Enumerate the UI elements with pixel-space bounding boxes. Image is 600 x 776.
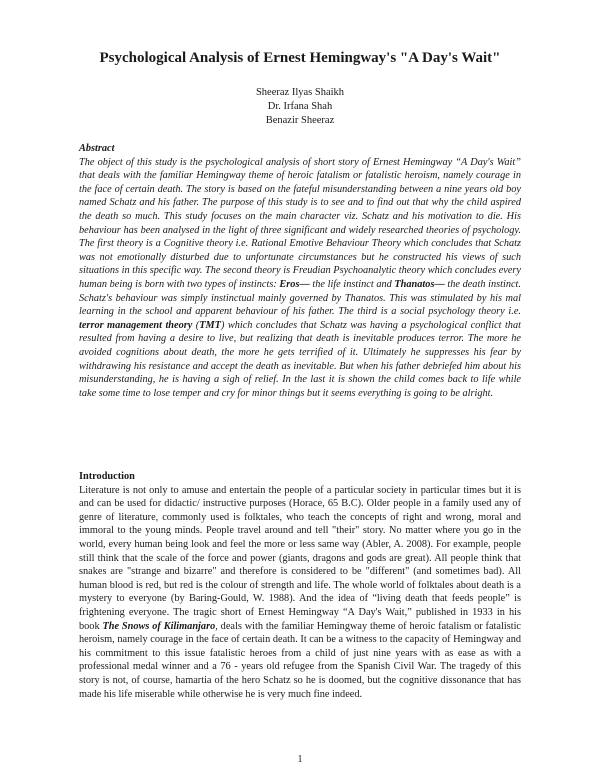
abstract-body — [79, 156, 521, 401]
author-name: Benazir Sheeraz — [265, 115, 335, 126]
eros-term: Eros— — [279, 278, 310, 290]
page-number: 1 — [297, 754, 303, 765]
introduction-text: , deals with the familiar Hemingway theme of heroic fatalism or fatalistic heroism, namely courage in the face of certain death. It can be a witness to the capacity of Hemingway and his commitment to this issue fatalistic heroes from a child of just nine years with as ease as with a professional medal winner and a 76 - years old refugee from the Spanish Civil War. The tragedy of this story is not, of course, hamartia of the hero Schatz so he is doomed, but the cognitive dissonance that has made his life miserable while otherwise he is very much fine indeed. — [79, 620, 521, 700]
abstract-heading: Abstract — [79, 143, 115, 154]
thanatos-term: Thanatos— — [394, 278, 445, 290]
tmt-term: terror management theory — [79, 319, 193, 331]
abstract-section — [79, 142, 521, 400]
abstract-text: ( — [192, 319, 200, 331]
paper-title: Psychological Analysis of Ernest Hemingway's "A Day's Wait" — [99, 50, 501, 66]
introduction-section — [79, 470, 521, 701]
introduction-text: Literature is not only to amuse and entertain the people of a particular society in particular times but it is and can be used for didactic/ instructive purposes (Horace, 65 B.C). Older people in a family used any of genre of literature, commonly used is folktales, who teach the concepts of right and wrong, moral and immoral to the young minds. People travel around and tell "their" story. No matter where you go in the world, every human being look and feel the more or less same way (Abler, A. 2008). For example, people still think that the scale of the force and power (giants, dragons and gods are great). All people think that snakes are "strange and bizarre" and therefore is considered to be "different" (and sometimes bad). All human blood is red, but red is the colour of strength and life. The whole world of folktales about death is a mystery to everyone (by Baring-Gould, W. 1988). And the idea of “living death that feeds people” is frightening everyone. The tragic short of Ernest Hemingway “A Day's Wait,” published in 1933 in his book — [79, 484, 521, 632]
introduction-body — [79, 484, 521, 702]
abstract-text: ) which concludes that Schatz was having a psychological conflict that resulted from having a desire to live, but realizing that death is inevitable produces terror. The more he avoided cognitions about death, the more he gets terrified of it. Ultimately he suppresses his fear by withdrawing his resistance and accept the death as inevitable. But when his father debriefed him about his misunderstanding, he is having a sigh of relief. In the last it is shown the child comes back to life while take some time to lose temper and cry for minor things but it seems everything is going to be alright. — [79, 319, 521, 399]
abstract-text: the death instinct. Schatz's behaviour was simply instinctual mainly governed by Thanatos. This was stimulated by his mal learning in the school and apparent behaviour of his father. The third is a social psychology theory i.e. — [79, 278, 521, 318]
author-name: Sheeraz Ilyas Shaikh — [255, 87, 345, 98]
book-title: The Snows of Kilimanjaro — [102, 620, 216, 632]
author-list — [0, 86, 600, 128]
tmt-abbreviation: TMT — [199, 319, 221, 331]
abstract-text: The object of this study is the psychological analysis of short story of Ernest Hemingway “A Day's Wait” that deals with the familiar Hemingway theme of heroic fatalism or fatalistic heroism, namely courage in the face of certain death. The story is based on the fateful misunderstanding between a nine years old boy named Schatz and his father. The purpose of this study is to see and to find out that why the child aspired the death so much. This study focuses on the main character viz. Schatz and his motivation to die. His behaviour has been analysed in the light of three significant and widely researched theories of psychology. The first theory is a Cognitive theory i.e. Rational Emotive Behaviour Theory which concludes that Schatz was not emotionally disturbed due to unfortunate circumstances but he constructed his views of such situations in this specific way. The second theory is Freudian Psychoanalytic theory which concludes every human being is born with two types of instincts: — [79, 156, 521, 290]
abstract-text: the life instinct and — [309, 278, 395, 290]
introduction-heading: Introduction — [79, 471, 135, 482]
author-name: Dr. Irfana Shah — [267, 101, 333, 112]
